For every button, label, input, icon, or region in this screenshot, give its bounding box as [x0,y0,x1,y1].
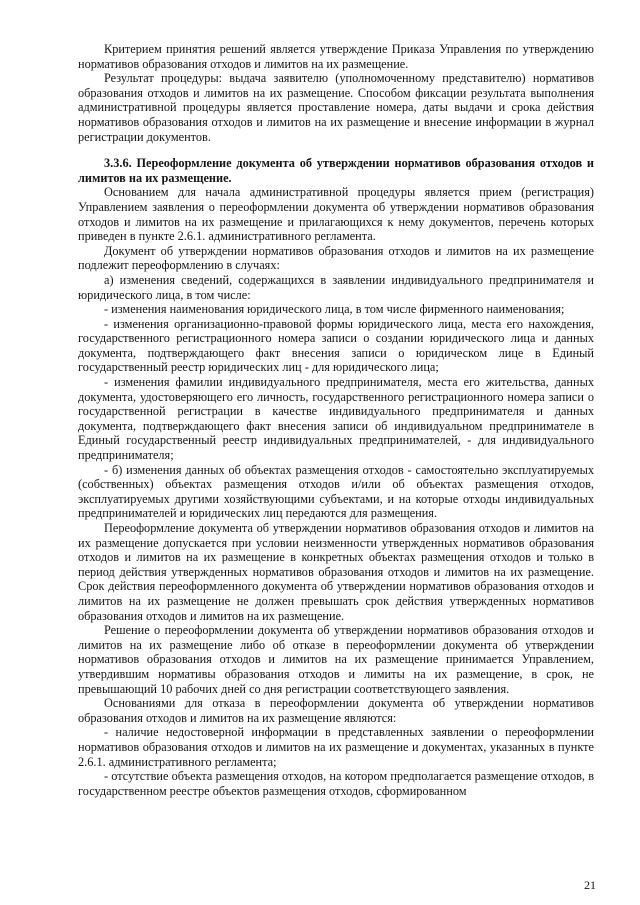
paragraph-conditions: Переоформление документа об утверждении нормативов образования отходов и лимитов на их размещение допускается при условии неизменности утвержденных нормативов образования отходов и лимитов на их размещение в конкретных объектах размещения отходов и только в период действия утвержденных нормативов образования отходов и лимитов на их размещение. Срок действия переоформленного документа об утверждении нормативов образования отходов и лимитов на их размещение не должен превышать срок действия утвержденных нормативов образования отходов и лимитов на их размещение. [78,521,594,623]
paragraph-result: Результат процедуры: выдача заявителю (уполномоченному представителю) нормативов образования отходов и лимитов на их размещение. Способом фиксации результата выполнения административной процедуры является проставление номера, даты выдачи и срока действия нормативов образования отходов и лимитов на их размещение и внесение информации в журнал регистрации документов. [78,71,594,144]
list-item-b: - б) изменения данных об объектах размещения отходов - самостоятельно эксплуатируемых (собственных) объектах размещения отходов и/или об объектах размещения отходов, эксплуатируемых другими хозяйствующими субъектами, и на которые отходы индивидуальных предпринимателей и юридических лиц передаются для размещения. [78,462,594,521]
paragraph-criterion: Критерием принятия решений является утверждение Приказа Управления по утверждению нормативов образования отходов и лимитов на их размещение. [78,42,594,71]
paragraph-basis: Основанием для начала административной процедуры является прием (регистрация) Управлением заявления о переоформлении документа об утверждении нормативов образования отходов и лимитов на их размещение и прилагающихся к нему документов, перечень которых приведен в пункте 2.6.1. административного регламента. [78,185,594,244]
list-item-false-info: - наличие недостоверной информации в представленных заявлении о переоформлении нормативов образования отходов и лимитов на их размещение и документах, указанных в пункте 2.6.1. административного регламента; [78,725,594,769]
list-item-missing-object: - отсутствие объекта размещения отходов, на котором предполагается размещение отходов, в государственном реестре объектов размещения отходов, сформированном [78,769,594,798]
paragraph-reissue-cases: Документ об утверждении нормативов образования отходов и лимитов на их размещение подлежит переоформлению в случаях: [78,243,594,273]
list-item-entrepreneur-change: - изменения фамилии индивидуального предпринимателя, места его жительства, данных документа, удостоверяющего его личность, государственного регистрационного номера записи о государственной регистрации в качестве индивидуального предпринимателя и данных документа, подтверждающего факт внесения записи об индивидуальном предпринимателе в Единый государственный реестр индивидуальных предпринимателей, - для индивидуального предпринимателя; [78,375,594,463]
section-heading: 3.3.6. Переоформление документа об утверждении нормативов образования отходов и лимитов на их размещение. [78,156,594,185]
paragraph-decision: Решение о переоформлении документа об утверждении нормативов образования отходов и лимитов на их размещение либо об отказе в переоформлении документа об утверждении нормативов образования отходов и лимитов на их размещение принимается Управлением, утвердившим нормативы образования отходов и лимиты на их размещение, в срок, не превышающий 10 рабочих дней со дня регистрации соответствующего заявления. [78,623,594,696]
document-page [78,42,594,798]
list-item-name-change: - изменения наименования юридического лица, в том числе фирменного наименования; [104,302,565,317]
list-item-legal-form-change: - изменения организационно-правовой формы юридического лица, места его нахождения, государственного регистрационного номера записи о создании юридического лица и данных документа, подтверждающего факт внесения записи о юридическом лице в Единый государственный реестр юридических лиц - для юридического лица; [78,316,594,375]
page-number: 21 [584,878,596,892]
paragraph-refusal-grounds: Основаниями для отказа в переоформлении документа об утверждении нормативов образования отходов и лимитов на их размещение являются: [78,696,594,725]
list-item-a: а) изменения сведений, содержащихся в заявлении индивидуального предпринимателя и юридического лица, в том числе: [78,272,594,302]
